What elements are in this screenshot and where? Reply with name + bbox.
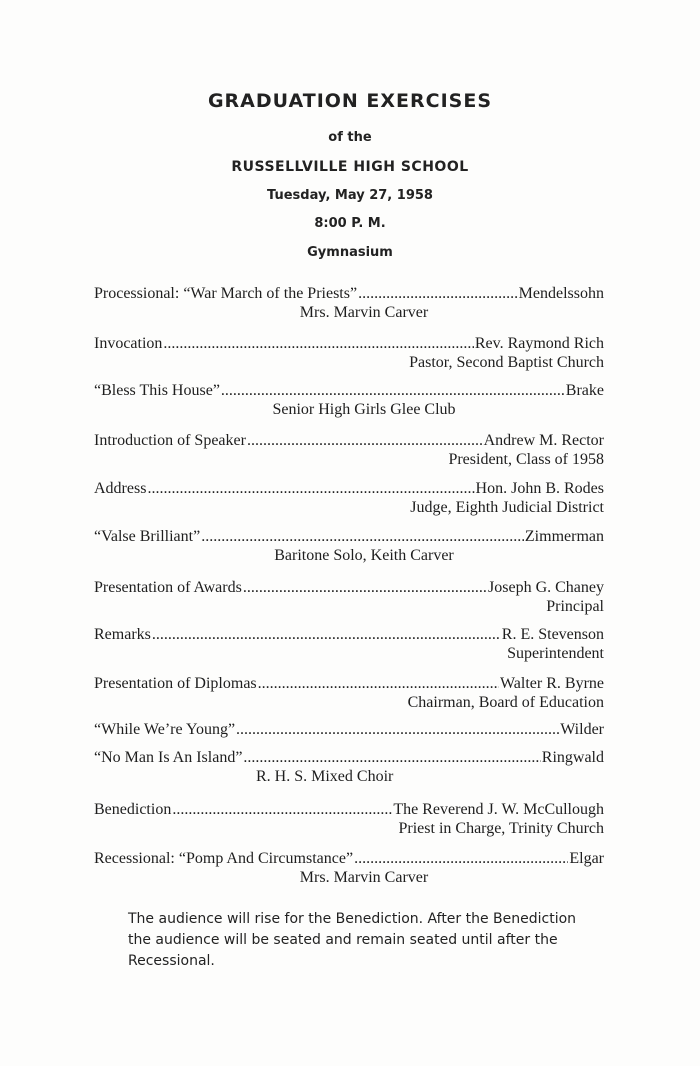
program-item-performer: Walter R. Byrne [499,675,604,692]
program-item-performer: R. E. Stevenson [501,626,604,643]
program-item-performer: Wilder [560,721,604,738]
program-item-processional [94,285,604,322]
dot-leader [172,801,392,819]
program-item-label: Recessional: “Pomp And Circumstance” [94,850,354,867]
program-item-label: “Valse Brilliant” [94,528,201,545]
program-item-detail: Chairman, Board of Education [407,694,604,711]
program-item-label: Invocation [94,335,163,352]
dot-leader [243,749,540,767]
program-item-label: Presentation of Awards [94,579,242,596]
program-item-detail: R. H. S. Mixed Choir [256,768,394,785]
program-item-detail: Priest in Charge, Trinity Church [398,820,604,837]
program-item-detail: Mrs. Marvin Carver [299,869,429,886]
program-item-performer: Joseph G. Chaney [488,579,604,596]
event-date: Tuesday, May 27, 1958 [267,188,433,203]
program-item-detail: Baritone Solo, Keith Carver [274,547,454,564]
program-item-label: Benediction [94,801,172,818]
dot-leader [258,675,499,693]
program-item-no-man-is-an-island [94,749,604,786]
program-item-benediction [94,801,604,838]
program-item-detail: Principal [546,598,604,615]
program-item-detail: President, Class of 1958 [448,451,604,468]
program-item-while-were-young [94,721,604,739]
program-item-label: Address [94,480,147,497]
program-item-label: “While We’re Young” [94,721,236,738]
program-item-detail: Mrs. Marvin Carver [299,304,429,321]
dot-leader [163,335,473,353]
dot-leader [201,528,524,546]
program-item-remarks [94,626,604,663]
program-item-valse-brilliant [94,528,604,565]
audience-note: The audience will rise for the Benediction. After the Benediction the audience will be seated and remain seated until after the Recessional. [128,911,577,969]
program-item-performer: Andrew M. Rector [483,432,604,449]
dot-leader [354,850,568,868]
program-item-performer: Elgar [569,850,604,867]
program-item-performer: Mendelssohn [518,285,604,302]
program-item-detail: Senior High Girls Glee Club [272,401,456,418]
event-place: Gymnasium [307,245,393,260]
program-item-label: “Bless This House” [94,382,220,399]
program-item-detail: Pastor, Second Baptist Church [409,354,604,371]
event-time: 8:00 P. M. [314,216,386,231]
program-item-performer: Brake [565,382,604,399]
program-item-invocation [94,335,604,372]
dot-leader [247,432,483,450]
of-the-line: of the [328,130,372,145]
dot-leader [152,626,501,644]
program-item-detail: Superintendent [507,645,604,662]
program-item-performer: Ringwald [541,749,604,766]
program-item-bless-this-house [94,382,604,419]
dot-leader [221,382,565,400]
dot-leader [243,579,487,597]
program-item-label: “No Man Is An Island” [94,749,243,766]
program-item-address [94,480,604,517]
program-title: GRADUATION EXERCISES [207,90,493,112]
program-item-performer: Hon. John B. Rodes [475,480,604,497]
program-item-label: Introduction of Speaker [94,432,246,449]
program-item-awards [94,579,604,616]
program-item-recessional [94,850,604,887]
program-item-performer: Rev. Raymond Rich [474,335,604,352]
program-item-performer: Zimmerman [524,528,604,545]
program-item-label: Presentation of Diplomas [94,675,257,692]
program-item-diplomas [94,675,604,712]
program-item-introduction [94,432,604,469]
dot-leader [358,285,518,303]
program-item-performer: The Reverend J. W. McCullough [393,801,604,818]
dot-leader [236,721,559,739]
dot-leader [147,480,474,498]
program-item-label: Processional: “War March of the Priests” [94,285,358,302]
program-item-label: Remarks [94,626,151,643]
program-item-detail: Judge, Eighth Judicial District [410,499,604,516]
school-name: RUSSELLVILLE HIGH SCHOOL [231,159,469,175]
